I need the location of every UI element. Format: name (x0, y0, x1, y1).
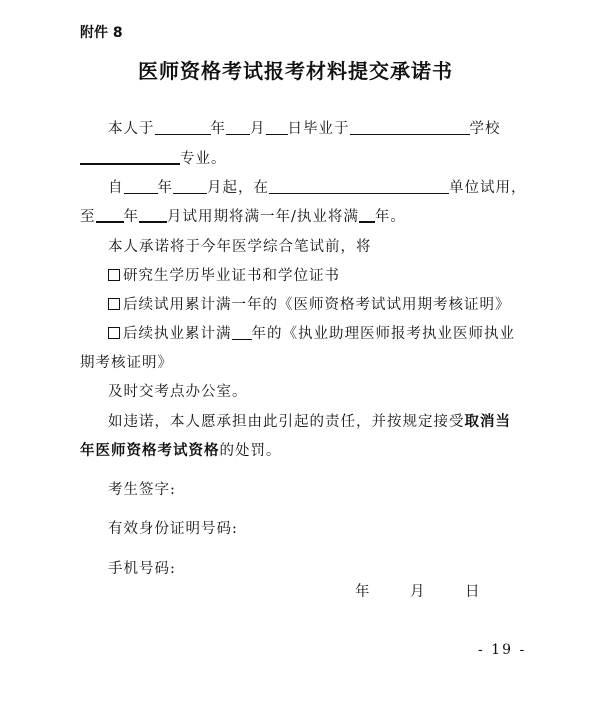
date-year: 年 (355, 584, 370, 600)
date-month: 月 (410, 584, 425, 600)
trial-end-year-blank (96, 206, 124, 223)
option-practice-certificate-cont: 期考核证明》 (80, 355, 173, 371)
date-day: 日 (465, 584, 480, 600)
unit-blank (269, 178, 449, 194)
trial-end-line: 至 年 月试用期将满一年/执业将满 年。 (80, 205, 520, 226)
option-practice-certificate: 后续执业累计满 年的《执业助理医师报考执业医师执业 (108, 322, 520, 343)
practice-years-blank (359, 206, 375, 223)
pledge-line: 本人承诺将于今年医学综合笔试前，将 (108, 239, 372, 255)
major-blank (80, 148, 180, 165)
major-line: 专业。 (80, 147, 520, 168)
candidate-signature-label: 考生签字: (108, 482, 176, 498)
page-title: 医师资格考试报考材料提交承诺书 (138, 59, 453, 83)
option-degree: 研究生学历毕业证书和学位证书 (108, 264, 520, 285)
school-blank (350, 119, 470, 135)
practice-years-blank-2 (232, 324, 252, 340)
trial-end-month-blank (139, 206, 167, 223)
trial-month-blank (173, 178, 207, 194)
option-trial-certificate: 后续试用累计满一年的《医师资格考试试用期考核证明》 (108, 293, 520, 314)
trial-year-blank (124, 178, 158, 194)
checkbox-degree[interactable] (108, 269, 120, 281)
page-number: - 19 - (478, 642, 527, 658)
trial-line: 自 年 月起，在 单位试用， (108, 180, 527, 196)
breach-line-1: 如违诺，本人愿承担由此引起的责任，并按规定接受取消当 (108, 414, 511, 430)
checkbox-trial-certificate[interactable] (108, 298, 120, 310)
breach-line-2: 年医师资格考试资格的处罚。 (80, 443, 282, 459)
graduation-line: 本人于 年 月 日毕业于 学校 (108, 121, 501, 137)
annex-label: 附件 8 (80, 25, 123, 41)
graduation-day-blank (266, 119, 288, 135)
submit-line: 及时交考点办公室。 (108, 384, 248, 400)
id-number-label: 有效身份证明号码: (108, 521, 238, 537)
phone-number-label: 手机号码: (108, 561, 176, 577)
graduation-year-blank (155, 119, 211, 135)
graduation-month-blank (226, 119, 250, 135)
checkbox-practice-certificate[interactable] (108, 327, 120, 339)
